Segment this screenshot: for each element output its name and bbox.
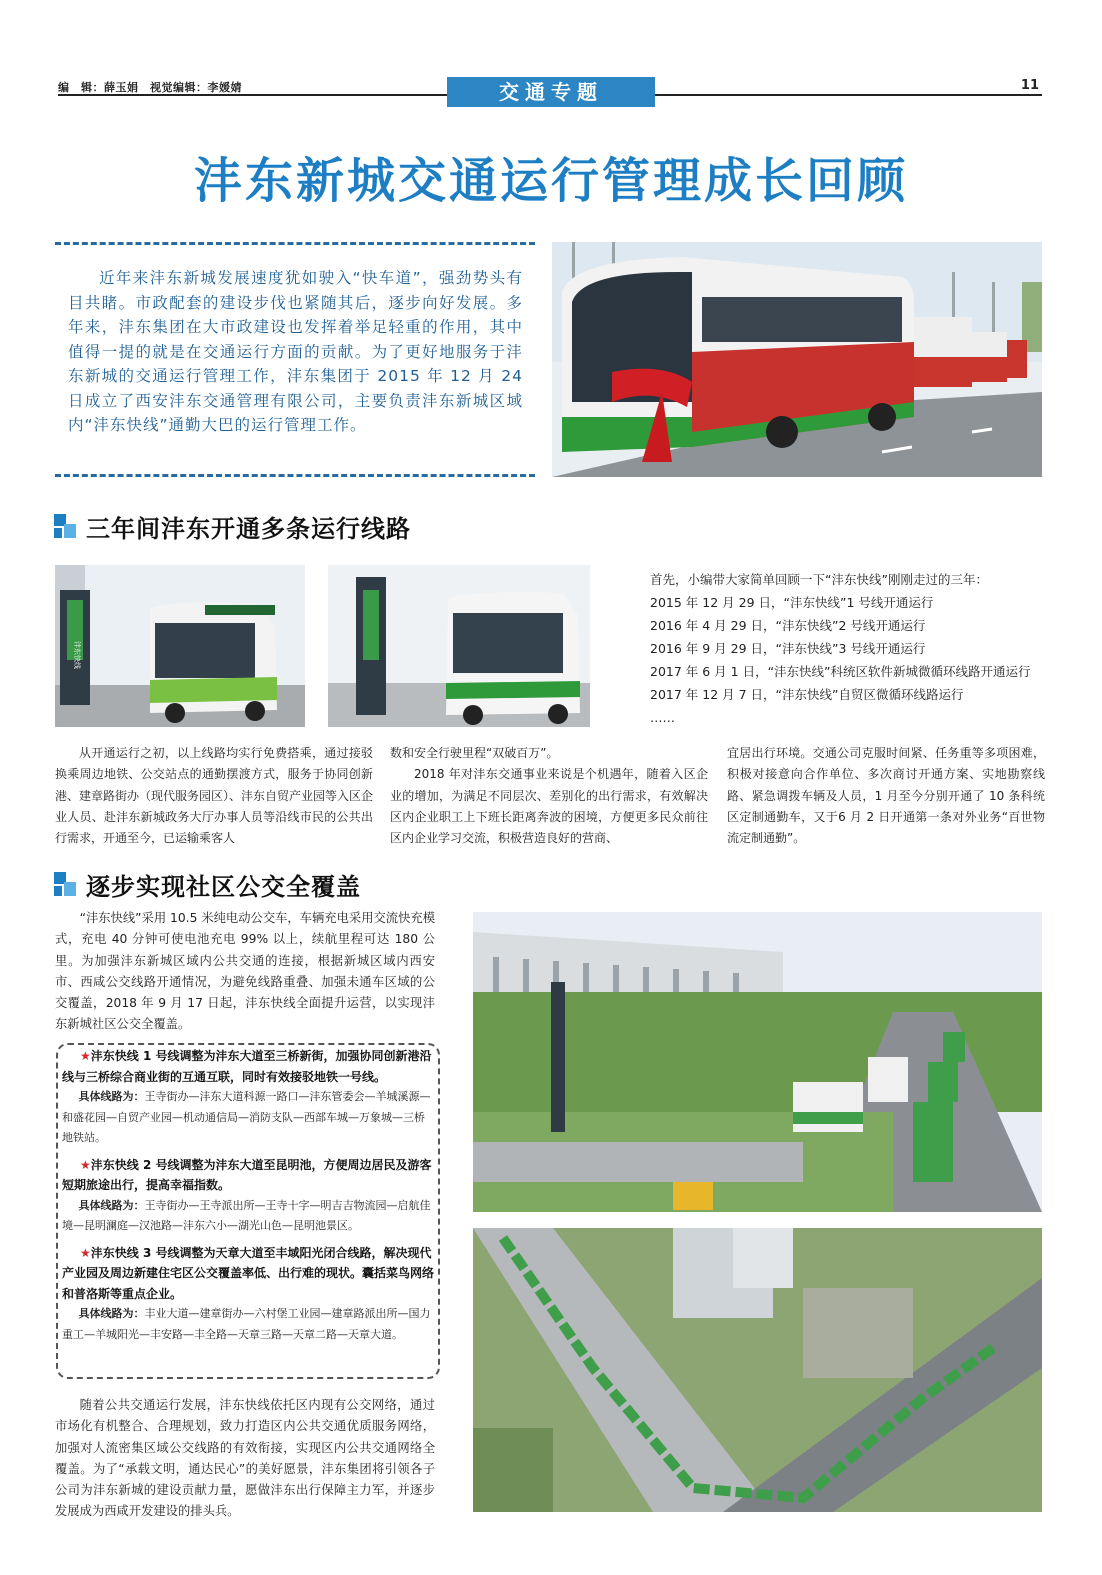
milestone-intro: 首先，小编带大家简单回顾一下“沣东快线”刚刚走过的三年： — [650, 572, 988, 587]
route-2-stops: 王寺街办—王寺派出所—王寺十字—明吉吉物流园—启航佳境—昆明澜庭—汉池路—沣东六小—湖光山色—昆明池景区。 — [62, 1198, 431, 1232]
section2-icon — [54, 872, 76, 900]
route-3 — [62, 1243, 434, 1346]
section1-column2-para: 2018 年对沣东交通事业来说是个机遇年，随着入区企业的增加，为满足不同层次、差别化的出行需求，有效解决区内企业职工上下班长距离奔波的困境，方便更多民众前往区内企业学习交流，积极营造良好的营商、 — [390, 767, 708, 846]
milestone-item: 2017 年 6 月 1 日，“沣东快线”科统区软件新城微循环线路开通运行 — [650, 664, 1031, 679]
bus-stop-sign-text: 沣东快线 — [73, 641, 81, 669]
aerial-photo-depot — [473, 1228, 1042, 1512]
section2-heading: 逐步实现社区公交全覆盖 — [86, 873, 361, 901]
section1-column2 — [390, 743, 708, 849]
section1-icon — [54, 514, 76, 542]
routes-content — [62, 1046, 434, 1345]
section2-para2: 随着公共交通运行发展，沣东快线依托区内现有公交网络，通过市场化有机整合、合理规划，致力打造区内公共交通优质服务网络，加强对人流密集区域公交线路的有效衔接，实现区内公共交通网络全覆盖。为了“承载文明，通达民心”的美好愿景，沣东集团将引领各子公司为沣东新城的建设贡献力量，愿做沣东出行保障主力军，并逐步发展成为西咸开发建设的排头兵。 — [55, 1398, 435, 1519]
section2-para1: “沣东快线”采用 10.5 米纯电动公交车，车辆充电采用交流快充模式，充电 40 分钟可使电池充电 99% 以上，续航里程可达 180 公里。为加强沣东新城区域内公共交通的连接，根据新城区域内西安市、西咸公交线路开通情况，为避免线路重叠、加强未通车区域的公交覆盖，2018 年 9 月 17 日起，沣东快线全面提升运营，以实现沣东新城社区公交全覆盖。 — [55, 911, 435, 1032]
route-3-summary: 沣东快线 3 号线调整为天章大道至丰域阳光闭合线路，解决现代产业园及周边新建住宅区公交覆盖率低、出行难的现状。囊括菜鸟网络和普洛斯等重点企业。 — [62, 1245, 435, 1301]
section1-column3: 宜居出行环境。交通公司克服时间紧、任务重等多项困难，积极对接意向合作单位、多次商讨开通方案、实地勘察线路、紧急调拨车辆及人员，1 月至今分别开通了 10 条科统区定制通勤车，又于6 月 2 日开通第一条对外业务“百世物流定制通勤”。 — [727, 746, 1045, 846]
editor-credits: 编 辑：薛玉娟 视觉编辑：李媛婧 — [58, 81, 242, 94]
star-icon: ★ — [80, 1049, 91, 1063]
route-2-detail-label: 具体线路为： — [78, 1198, 145, 1212]
hero-bus-photo — [552, 242, 1042, 477]
star-icon: ★ — [80, 1157, 91, 1172]
section1-heading: 三年间沣东开通多条运行线路 — [86, 515, 411, 543]
milestone-list — [650, 568, 1050, 729]
milestone-item: 2016 年 9 月 29 日，“沣东快线”3 号线开通运行 — [650, 641, 926, 656]
milestone-item: 2017 年 12 月 7 日，“沣东快线”自贸区微循环线路运行 — [650, 687, 964, 702]
route-2 — [62, 1155, 434, 1237]
milestone-item: 2015 年 12 月 29 日，“沣东快线”1 号线开通运行 — [650, 595, 934, 610]
bus-photo-right — [328, 565, 590, 727]
bus-photo-left — [55, 565, 305, 727]
intro-bottom-divider — [55, 474, 535, 477]
route-1-detail-label: 具体线路为： — [78, 1090, 145, 1103]
section1-column1: 从开通运行之初，以上线路均实行免费搭乘，通过接驳换乘周边地铁、公交站点的通勤摆渡方式，服务于协同创新港、建章路街办（现代服务园区）、沣东自贸产业园等入区企业人员、赴沣东新城政务大厅办事人员等沿线市民的公共出行需求，开通至今，已运输乘客人 — [55, 746, 374, 846]
route-1-stops: 王寺街办—沣东大道科源一路口—沣东管委会—羊城溪源—和盛花园—自贸产业园—机动通信局—消防支队—西部车城—万象城—三桥地铁站。 — [62, 1090, 431, 1144]
star-icon: ★ — [80, 1245, 91, 1260]
route-3-stops: 丰业大道—建章街办—六村堡工业园—建章路派出所—国力重工—羊城阳光—丰安路—丰全路—天章三路—天章二路—天章大道。 — [62, 1307, 431, 1341]
section1-column2-continued: 数和安全行驶里程“双破百万”。 — [390, 746, 559, 760]
route-1-summary: 沣东快线 1 号线调整为沣东大道至三桥新街，加强协同创新港沿线与三桥综合商业街的互通互联，同时有效接驳地铁一号线。 — [62, 1049, 432, 1084]
aerial-photo-station — [473, 912, 1042, 1212]
page-title: 沣东新城交通运行管理成长回顾 — [193, 153, 908, 209]
page-number: 11 — [1020, 78, 1039, 93]
route-2-summary: 沣东快线 2 号线调整为沣东大道至昆明池，方便周边居民及游客短期旅途出行，提高幸福指数。 — [62, 1157, 432, 1192]
route-3-detail-label: 具体线路为： — [78, 1307, 145, 1320]
section-tab: 交通专题 — [447, 77, 655, 107]
intro-top-divider — [55, 242, 535, 245]
intro-paragraph: 近年来沣东新城发展速度犹如驶入“快车道”，强劲势头有目共睹。市政配套的建设步伐也紧随其后，逐步向好发展。多年来，沣东集团在大市政建设也发挥着举足轻重的作用，其中值得一提的就是在交通运行方面的贡献。为了更好地服务于沣东新城的交通运行管理工作，沣东集团于 2015 年 12 月 24 日成立了西安沣东交通管理有限公司，主要负责沣东新城区域内“沣东快线”通勤大巴的运行管理工作。 — [68, 269, 523, 434]
milestone-item: 2016 年 4 月 29 日，“沣东快线”2 号线开通运行 — [650, 618, 926, 633]
route-1 — [62, 1046, 434, 1149]
milestone-item: …… — [650, 710, 675, 725]
